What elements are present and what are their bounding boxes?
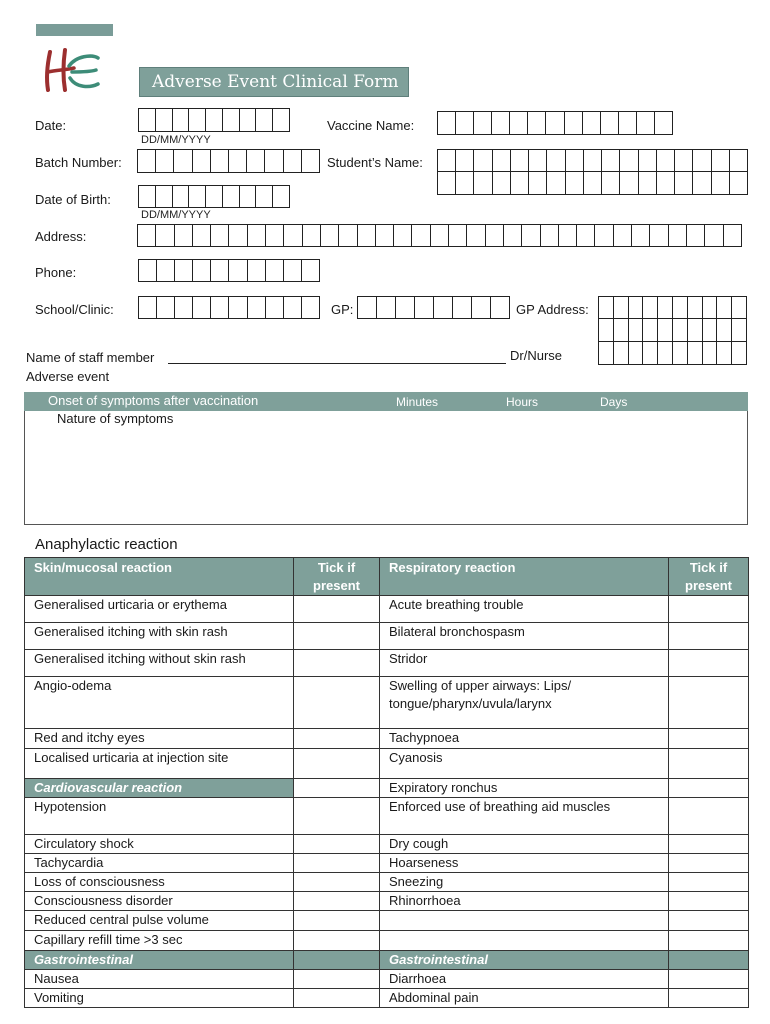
dr-nurse-label: Dr/Nurse [510, 348, 563, 363]
gp-address-field-row2[interactable] [598, 319, 747, 342]
symptom-right: Stridor [380, 650, 669, 677]
school-clinic-field[interactable] [138, 296, 320, 319]
table-row [25, 970, 749, 989]
student-name-label: Student’s Name: [327, 155, 423, 170]
skin-mucosal-header: Skin/mucosal reaction [25, 558, 294, 596]
table-row [25, 873, 749, 892]
symptom-left: Reduced central pulse volume [25, 911, 294, 931]
symptom-right: Rhinorrhoea [380, 892, 669, 911]
vaccine-name-field[interactable] [437, 111, 673, 135]
phone-field[interactable] [138, 259, 320, 282]
symptom-right: Bilateral bronchospasm [380, 623, 669, 650]
gp-label: GP: [331, 302, 354, 317]
symptom-right: Acute breathing trouble [380, 596, 669, 623]
symptom-right: Tachypnoea [380, 729, 669, 749]
gastrointestinal-left-header: Gastrointestinal [25, 951, 294, 970]
gp-address-field-row3[interactable] [598, 342, 747, 365]
symptom-right: Cyanosis [380, 749, 669, 779]
symptom-left: Loss of consciousness [25, 873, 294, 892]
tick-cell[interactable] [669, 779, 749, 798]
tick-cell[interactable] [294, 873, 380, 892]
tick-cell[interactable] [669, 623, 749, 650]
date-label: Date: [35, 118, 67, 133]
onset-minutes-label: Minutes [396, 395, 439, 409]
tick-cell[interactable] [669, 854, 749, 873]
gastrointestinal-right-header: Gastrointestinal [380, 951, 669, 970]
tick-cell[interactable] [669, 798, 749, 835]
staff-member-label: Name of staff member [26, 350, 155, 365]
table-row [25, 798, 749, 835]
tick-cell[interactable] [669, 970, 749, 989]
symptom-left: Red and itchy eyes [25, 729, 294, 749]
tick-cell[interactable] [669, 911, 749, 931]
tick-cell[interactable] [669, 835, 749, 854]
table-row [25, 749, 749, 779]
tick-cell[interactable] [294, 911, 380, 931]
table-row [25, 677, 749, 729]
tick-cell[interactable] [294, 854, 380, 873]
tick-cell[interactable] [669, 650, 749, 677]
batch-number-field[interactable] [137, 149, 320, 173]
symptom-left: Nausea [25, 970, 294, 989]
tick-cell[interactable] [669, 989, 749, 1008]
table-row [25, 989, 749, 1008]
cardiovascular-section-row [25, 779, 749, 798]
symptom-left: Localised urticaria at injection site [25, 749, 294, 779]
symptom-left: Capillary refill time >3 sec [25, 931, 294, 951]
date-field[interactable] [138, 108, 290, 132]
symptom-left: Angio-odema [25, 677, 294, 729]
symptom-right: Hoarseness [380, 854, 669, 873]
onset-hours-label: Hours [506, 395, 539, 409]
adverse-event-label: Adverse event [26, 369, 110, 384]
symptom-left: Vomiting [25, 989, 294, 1008]
table-row [25, 892, 749, 911]
symptom-right: Expiratory ronchus [380, 779, 669, 798]
symptom-right: Dry cough [380, 835, 669, 854]
table-row [25, 911, 749, 931]
vaccine-name-label: Vaccine Name: [327, 118, 415, 133]
onset-title: Onset of symptoms after vaccination [48, 393, 259, 408]
gp-address-label: GP Address: [516, 302, 589, 317]
form-title: Adverse Event Clinical Form [139, 67, 409, 97]
cardiovascular-header: Cardiovascular reaction [25, 779, 294, 798]
tick-cell[interactable] [669, 892, 749, 911]
symptom-left: Generalised itching with skin rash [25, 623, 294, 650]
symptom-left: Consciousness disorder [25, 892, 294, 911]
tick-cell[interactable] [294, 931, 380, 951]
symptom-left: Generalised urticaria or erythema [25, 596, 294, 623]
symptom-left: Hypotension [25, 798, 294, 835]
table-row [25, 596, 749, 623]
tick-cell[interactable] [294, 677, 380, 729]
table-header-row [25, 558, 749, 596]
onset-days-label: Days [600, 395, 628, 409]
onset-header-bar [24, 392, 748, 411]
tick-cell[interactable] [294, 989, 380, 1008]
nature-of-symptoms-box[interactable] [24, 411, 748, 525]
symptom-left: Tachycardia [25, 854, 294, 873]
symptom-right: Swelling of upper airways: Lips/ tongue/pharynx/uvula/larynx [380, 677, 669, 729]
symptom-right [380, 931, 669, 951]
gastro-right-tick-header [669, 951, 749, 970]
school-clinic-label: School/Clinic: [35, 302, 114, 317]
dob-field[interactable] [138, 185, 290, 208]
nature-of-symptoms-label: Nature of symptoms [57, 411, 174, 426]
gastro-left-tick-header [294, 951, 380, 970]
tick-cell[interactable] [669, 931, 749, 951]
tick-header-right: Tick if present [669, 558, 749, 596]
symptom-left: Generalised itching without skin rash [25, 650, 294, 677]
table-row [25, 931, 749, 951]
gp-address-field-row1[interactable] [598, 296, 747, 319]
tick-cell[interactable] [294, 596, 380, 623]
student-name-field-row2[interactable] [437, 172, 748, 195]
address-label: Address: [35, 229, 87, 244]
symptom-right: Diarrhoea [380, 970, 669, 989]
table-row [25, 623, 749, 650]
gastrointestinal-section-row [25, 951, 749, 970]
tick-cell[interactable] [669, 677, 749, 729]
symptom-right [380, 911, 669, 931]
tick-cell[interactable] [294, 650, 380, 677]
address-field[interactable] [137, 224, 742, 247]
anaphylactic-label: Anaphylactic reaction [35, 536, 178, 553]
tick-cell[interactable] [294, 798, 380, 835]
tick-cell[interactable] [669, 749, 749, 779]
hse-logo [36, 42, 113, 98]
tick-cell[interactable] [294, 779, 380, 798]
table-row [25, 835, 749, 854]
symptom-right: Sneezing [380, 873, 669, 892]
tick-cell[interactable] [669, 873, 749, 892]
student-name-field-row1[interactable] [437, 149, 748, 172]
dob-label: Date of Birth: [35, 192, 111, 207]
tick-cell[interactable] [669, 729, 749, 749]
tick-cell[interactable] [669, 596, 749, 623]
tick-cell[interactable] [294, 970, 380, 989]
table-row [25, 854, 749, 873]
staff-member-input-line[interactable] [168, 363, 506, 364]
tick-cell[interactable] [294, 835, 380, 854]
gp-field[interactable] [357, 296, 510, 319]
dob-format-hint: DD/MM/YYYY [141, 209, 211, 221]
tick-cell[interactable] [294, 749, 380, 779]
table-row [25, 650, 749, 677]
table-row [25, 729, 749, 749]
batch-number-label: Batch Number: [35, 155, 122, 170]
respiratory-header: Respiratory reaction [380, 558, 669, 596]
symptom-left: Circulatory shock [25, 835, 294, 854]
logo-top-bar [36, 24, 113, 36]
tick-header-left: Tick if present [294, 558, 380, 596]
symptom-right: Enforced use of breathing aid muscles [380, 798, 669, 835]
symptom-right: Abdominal pain [380, 989, 669, 1008]
tick-cell[interactable] [294, 892, 380, 911]
tick-cell[interactable] [294, 623, 380, 650]
tick-cell[interactable] [294, 729, 380, 749]
anaphylaxis-table [24, 557, 749, 1008]
date-format-hint: DD/MM/YYYY [141, 134, 211, 146]
phone-label: Phone: [35, 265, 77, 280]
